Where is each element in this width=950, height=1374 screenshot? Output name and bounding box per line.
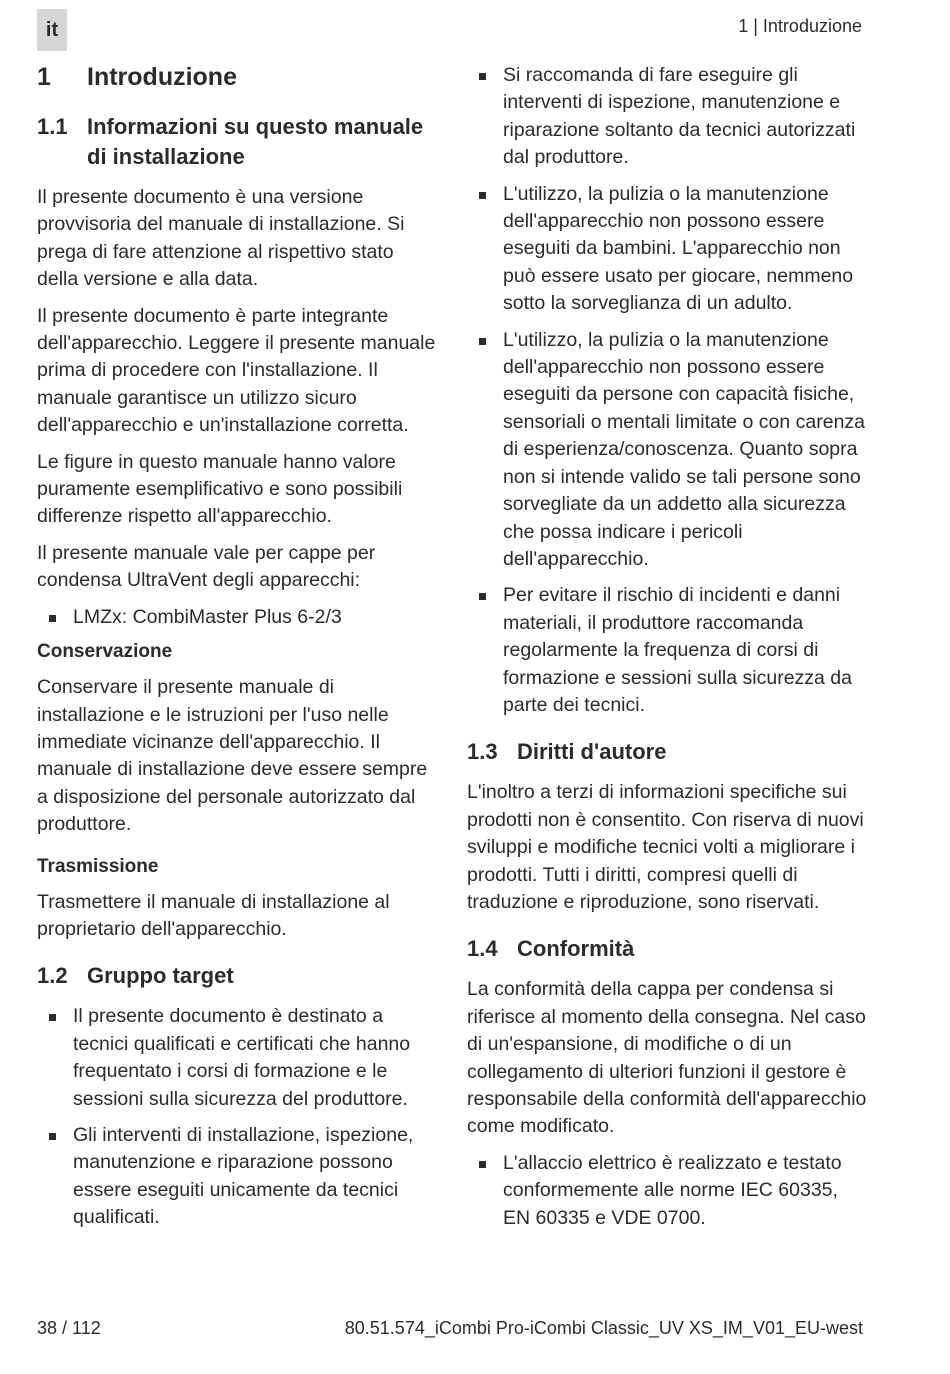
paragraph: Il presente manuale vale per cappe per condensa UltraVent degli apparecchi: <box>37 541 376 592</box>
chapter-title: Introduzione <box>87 63 237 91</box>
bullet-square-icon <box>479 593 486 600</box>
running-header: 1 | Introduzione <box>738 16 862 36</box>
bullet-square-icon <box>479 1161 486 1168</box>
bullet-list <box>37 604 437 631</box>
list-item-text: L'utilizzo, la pulizia o la manutenzione dell'apparecchio non possono essere eseguiti da bambini. L'apparecchio non può essere usato per giocare, nemmeno sotto la sorveglianza di un adulto. <box>503 182 854 315</box>
bullet-square-icon <box>49 615 56 622</box>
bullet-square-icon <box>479 73 486 80</box>
section-number: 1.2 <box>37 963 68 989</box>
paragraph: Il presente documento è parte integrante dell'apparecchio. Leggere il presente manuale prima di procedere con l'installazione. Il manuale garantisce un utilizzo sicuro dell'apparecchio e un'installazione corretta. <box>37 304 436 437</box>
right-column <box>467 62 867 1241</box>
list-item-text: Il presente documento è destinato a tecnici qualificati e certificati che hanno frequentato i corsi di formazione e le sessioni sulla sicurezza del produttore. <box>73 1005 411 1110</box>
list-item <box>467 1150 867 1232</box>
section-heading-1-3 <box>467 737 867 767</box>
paragraph: Conservare il presente manuale di installazione e le istruzioni per l'uso nelle immediate vicinanze dell'apparecchio. Il manuale di installazione deve essere sempre a disposizione del personale autorizzato dal produttore. <box>37 676 428 836</box>
paragraph: Le figure in questo manuale hanno valore puramente esemplificativo e sono possibili differenze rispetto all'apparecchio. <box>37 450 403 528</box>
bullet-square-icon <box>49 1133 56 1140</box>
page-number: 38 / 112 <box>37 1318 101 1338</box>
chapter-heading <box>37 62 437 92</box>
list-item-text: LMZx: CombiMaster Plus 6-2/3 <box>73 605 342 628</box>
section-title: Conformità <box>517 936 635 962</box>
bullet-square-icon <box>479 192 486 199</box>
section-heading-1-4 <box>467 934 867 964</box>
bullet-square-icon <box>479 338 486 345</box>
subheading-trasmissione: Trasmissione <box>37 855 159 877</box>
list-item <box>467 181 867 318</box>
section-number: 1.3 <box>467 739 498 765</box>
paragraph: La conformità della cappa per condensa si riferisce al momento della consegna. Nel caso di un'espansione, di modifiche o di un collegamento di ulteriori funzioni il gestore è responsabile della conformità dell'apparecchio come modificato. <box>467 978 867 1138</box>
section-number: 1.4 <box>467 936 498 962</box>
language-tab: it <box>37 9 67 51</box>
paragraph: Il presente documento è una versione provvisoria del manuale di installazione. Si prega di fare attenzione al rispettivo stato della versione e alla data. <box>37 186 405 291</box>
subheading-conservazione: Conservazione <box>37 641 173 663</box>
list-item <box>467 582 867 719</box>
list-item <box>37 1003 437 1113</box>
section-number: 1.1 <box>37 114 68 139</box>
document-id: 80.51.574_iCombi Pro-iCombi Classic_UV XS_IM_V01_EU-west <box>344 1318 863 1338</box>
paragraph: Trasmettere il manuale di installazione al proprietario dell'apparecchio. <box>37 890 390 940</box>
list-item-text: Per evitare il rischio di incidenti e danni materiali, il produttore raccomanda regolarmente la frequenza di corsi di formazione e sessioni sulla sicurezza da parte dei tecnici. <box>503 584 853 716</box>
chapter-number: 1 <box>37 63 51 91</box>
list-item-text: L'allaccio elettrico è realizzato e testato conformemente alle norme IEC 60335, EN 60335 e VDE 0700. <box>503 1151 842 1229</box>
list-item <box>467 327 867 574</box>
left-column <box>37 60 437 1241</box>
list-item <box>467 62 867 172</box>
section-title: Gruppo target <box>87 963 234 989</box>
section-heading-1-2 <box>37 961 437 991</box>
paragraph: L'inoltro a terzi di informazioni specifiche sui prodotti non è consentito. Con riserva di nuovi sviluppi e modifiche tecnici volti a migliorare i prodotti. Tutti i diritti, compresi quelli di traduzione e riproduzione, sono riservati. <box>467 781 864 913</box>
list-item-text: Gli interventi di installazione, ispezione, manutenzione e riparazione possono essere eseguiti unicamente da tecnici qualificati. <box>73 1123 414 1229</box>
list-item <box>37 604 437 631</box>
list-item <box>37 1122 437 1232</box>
list-item-text: Si raccomanda di fare eseguire gli interventi di ispezione, manutenzione e riparazione soltanto da tecnici autorizzati dal produttore. <box>503 64 856 169</box>
section-title: Diritti d'autore <box>517 739 667 765</box>
bullet-list <box>467 62 867 719</box>
bullet-list <box>467 1150 867 1232</box>
section-title: Informazioni su questo manuale di installazione <box>87 114 424 169</box>
section-heading-1-1 <box>37 112 437 172</box>
bullet-list <box>37 1003 437 1231</box>
list-item-text: L'utilizzo, la pulizia o la manutenzione dell'apparecchio non possono essere eseguiti da persone con capacità fisiche, sensoriali o mentali limitate o con carenza di esperienza/conoscenza. Quanto sopra non si intende valido se tali persone sono sorvegliate da un addetto alla sicurezza che possa indicare i pericoli dell'apparecchio. <box>503 328 866 570</box>
bullet-square-icon <box>49 1014 56 1021</box>
